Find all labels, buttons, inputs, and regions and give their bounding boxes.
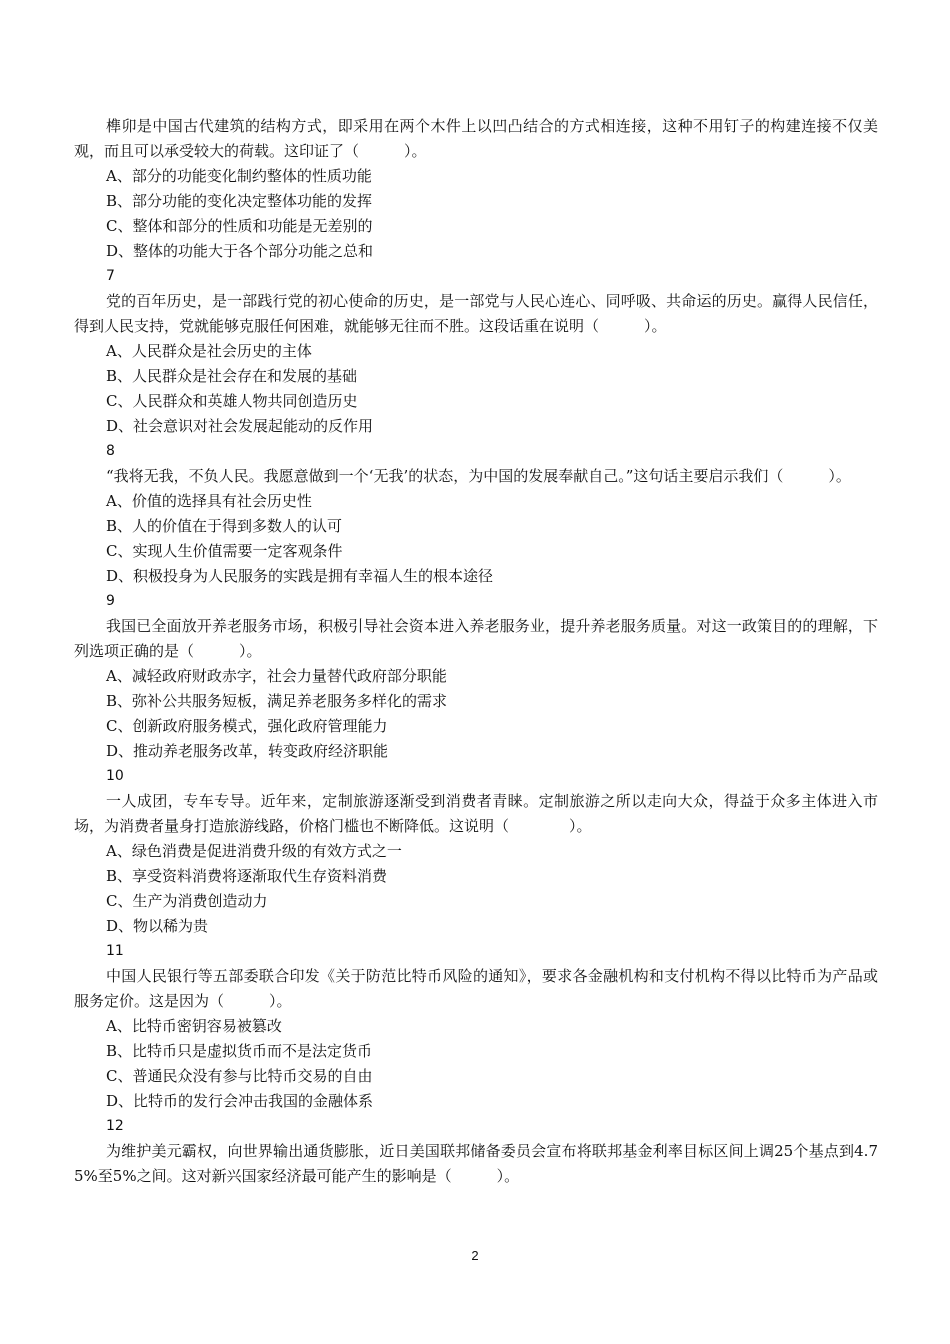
option-b: B、人民群众是社会存在和发展的基础 — [106, 367, 358, 385]
option-d: D、积极投身为人民服务的实践是拥有幸福人生的根本途径 — [106, 567, 494, 585]
question-item — [74, 589, 878, 764]
option-b: B、人的价值在于得到多数人的认可 — [106, 517, 343, 535]
option-d: D、推动养老服务改革，转变政府经济职能 — [106, 742, 389, 760]
option-a: A、人民群众是社会历史的主体 — [106, 342, 312, 360]
option-d: D、比特币的发行会冲击我国的金融体系 — [106, 1092, 374, 1110]
option-d: D、物以稀为贵 — [106, 917, 209, 935]
option-b: B、部分功能的变化决定整体功能的发挥 — [106, 192, 373, 210]
option-a: A、绿色消费是促进消费升级的有效方式之一 — [106, 842, 402, 860]
question-number: 7 — [106, 268, 115, 284]
question-number: 12 — [106, 1118, 124, 1134]
question-item — [74, 439, 878, 589]
option-b: B、弥补公共服务短板，满足养老服务多样化的需求 — [106, 692, 448, 710]
page-number: 2 — [471, 1248, 479, 1263]
question-item — [74, 1114, 878, 1189]
question-list — [74, 114, 878, 1189]
option-d: D、整体的功能大于各个部分功能之总和 — [106, 242, 374, 260]
option-d: D、社会意识对社会发展起能动的反作用 — [106, 417, 374, 435]
option-a: A、比特币密钥容易被篡改 — [106, 1017, 282, 1035]
option-a: A、减轻政府财政赤字，社会力量替代政府部分职能 — [106, 667, 447, 685]
option-a: A、部分的功能变化制约整体的性质功能 — [106, 167, 372, 185]
option-c: C、整体和部分的性质和功能是无差别的 — [106, 217, 373, 235]
question-item — [74, 114, 878, 264]
question-number: 8 — [106, 443, 115, 459]
option-b: B、享受资料消费将逐渐取代生存资料消费 — [106, 867, 388, 885]
question-stem: 党的百年历史，是一部践行党的初心使命的历史，是一部党与人民心连心、同呼吸、共命运的历史。赢得人民信任，得到人民支持，党就能够克服任何困难，就能够无往而不胜。这段话重在说明（ ）。 — [74, 292, 878, 335]
question-stem: 为维护美元霸权，向世界输出通货膨胀，近日美国联邦储备委员会宣布将联邦基金利率目标区间上调25个基点到4.75%至5%之间。这对新兴国家经济最可能产生的影响是（ ）。 — [74, 1142, 878, 1185]
question-stem: 榫卯是中国古代建筑的结构方式，即采用在两个木件上以凹凸结合的方式相连接，这种不用钉子的构建连接不仅美观，而且可以承受较大的荷载。这印证了（ ）。 — [74, 117, 878, 160]
question-number: 10 — [106, 768, 124, 784]
option-c: C、人民群众和英雄人物共同创造历史 — [106, 392, 358, 410]
option-b: B、比特币只是虚拟货币而不是法定货币 — [106, 1042, 373, 1060]
question-stem: “我将无我，不负人民。我愿意做到一个‘无我’的状态，为中国的发展奉献自己。”这句话主要启示我们（ ）。 — [106, 467, 851, 485]
question-number: 11 — [106, 943, 124, 959]
option-c: C、普通民众没有参与比特币交易的自由 — [106, 1067, 373, 1085]
question-item — [74, 264, 878, 439]
option-a: A、价值的选择具有社会历史性 — [106, 492, 312, 510]
question-stem: 中国人民银行等五部委联合印发《关于防范比特币风险的通知》，要求各金融机构和支付机构不得以比特币为产品或服务定价。这是因为（ ）。 — [74, 967, 878, 1010]
option-c: C、创新政府服务模式，强化政府管理能力 — [106, 717, 388, 735]
question-item — [74, 939, 878, 1114]
question-stem: 一人成团，专车专导。近年来，定制旅游逐渐受到消费者青睐。定制旅游之所以走向大众，得益于众多主体进入市场，为消费者量身打造旅游线路，价格门槛也不断降低。这说明（ ）。 — [74, 792, 878, 835]
option-c: C、生产为消费创造动力 — [106, 892, 268, 910]
question-number: 9 — [106, 593, 115, 609]
option-c: C、实现人生价值需要一定客观条件 — [106, 542, 343, 560]
question-item — [74, 764, 878, 939]
question-stem: 我国已全面放开养老服务市场，积极引导社会资本进入养老服务业，提升养老服务质量。对这一政策目的的理解，下列选项正确的是（ ）。 — [74, 617, 878, 660]
